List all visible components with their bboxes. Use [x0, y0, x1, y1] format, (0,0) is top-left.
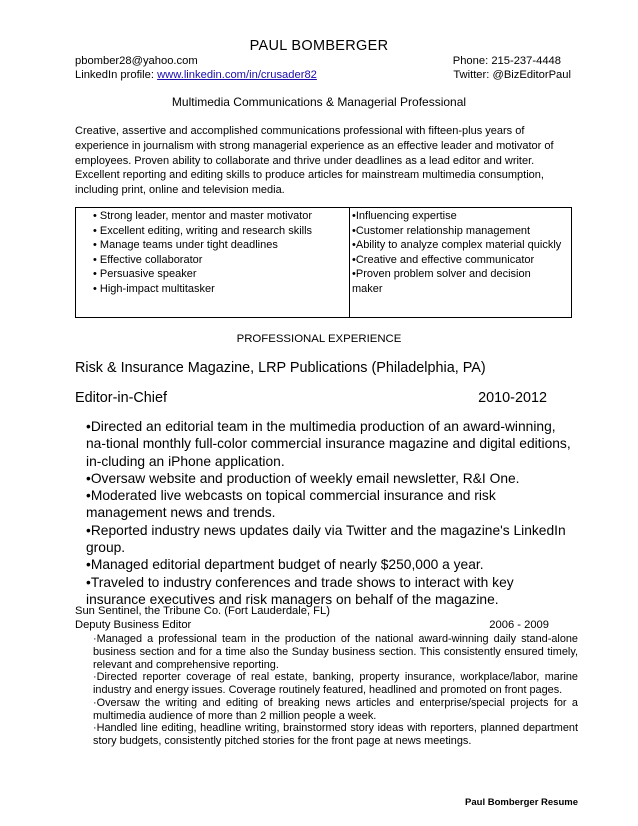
resume-name: PAUL BOMBERGER [249, 38, 389, 54]
phone: Phone: 215-237-4448 [452, 55, 561, 67]
skill-item: maker [352, 282, 383, 295]
skill-item: •Influencing expertise [352, 210, 457, 222]
linkedin-line [75, 69, 317, 81]
job1-company: Risk & Insurance Magazine, LRP Publications (Philadelphia, PA) [75, 360, 486, 376]
skill-item: •Creative and effective communicator [352, 253, 535, 266]
job2-bullet: ·Oversaw the writing and editing of breaking news articles and enterprise/special projects for a multimedia audience of more than 2 million people a week. [93, 696, 578, 722]
headline: Multimedia Communications & Managerial Professional [171, 95, 467, 109]
job1-bullet: •Traveled to industry conferences and trade shows to interact with key insurance executives and risk managers on behalf of the magazine. [86, 574, 514, 607]
linkedin-link[interactable]: www.linkedin.com/in/crusader82 [157, 69, 317, 81]
skill-item: • Effective collaborator [93, 253, 203, 266]
job1-bullet: •Directed an editorial team in the multimedia production of an award-winning, na-tional monthly full-color commercial insurance magazine and digital editions, in-cluding an iPhone application. [86, 419, 571, 469]
job1-bullets [86, 418, 576, 608]
job2-bullet: ·Managed a professional team in the production of the national award-winning daily stand-alone business section and for a time also the Sunday business section. This consistently ensured timely, relevant and comprehensive reporting. [93, 633, 578, 671]
job1-dates: 2010-2012 [478, 390, 547, 406]
job1-bullet: •Moderated live webcasts on topical commercial insurance and risk management news and trends. [86, 488, 496, 521]
job1-title: Editor-in-Chief [75, 390, 167, 406]
job1-bullet: •Oversaw website and production of weekly email newsletter, R&I One. [86, 470, 520, 486]
twitter: Twitter: @BizEditorPaul [453, 69, 571, 81]
skill-item: •Customer relationship management [352, 224, 531, 237]
skills-left-column [93, 209, 312, 297]
footer-label: Paul Bomberger Resume [465, 797, 578, 808]
job2-bullet: ·Handled line editing, headline writing, brainstormed story ideas with reporters, planned department story budgets, consistently pitched stories for the front page at news meetings. [93, 722, 578, 747]
job1-bullet: •Reported industry news updates daily via Twitter and the magazine's LinkedIn group. [86, 522, 566, 556]
job1-bullet: •Managed editorial department budget of nearly $250,000 a year. [86, 557, 484, 573]
job2-company: Sun Sentinel, the Tribune Co. (Fort Lauderdale, FL) [75, 605, 330, 617]
linkedin-label: LinkedIn profile: [75, 69, 158, 81]
section-title: PROFESSIONAL EXPERIENCE [236, 333, 402, 345]
skill-item: • Excellent editing, writing and research skills [93, 224, 313, 237]
skills-divider [349, 208, 350, 317]
job2-dates: 2006 - 2009 [489, 619, 549, 631]
job2-title: Deputy Business Editor [75, 619, 192, 631]
summary-paragraph: Creative, assertive and accomplished communications professional with fifteen-plus years of experience in journalism with strong managerial experience as an effective leader and motivator of employees. Proven ability to collaborate and thrive under deadlines as a lead editor and writer. Excellent reporting and editing skills to produce articles for mainstream multimedia consumption, including print, online and television media. [75, 125, 554, 197]
skills-table [75, 207, 572, 318]
skills-right-column [352, 209, 561, 297]
skill-item: •Ability to analyze complex material quickly [352, 239, 562, 252]
skill-item: • High-impact multitasker [93, 282, 215, 295]
skill-item: • Strong leader, mentor and master motivator [93, 210, 313, 222]
email: pbomber28@yahoo.com [75, 55, 198, 67]
skill-item: • Manage teams under tight deadlines [93, 239, 278, 252]
job2-bullet: ·Directed reporter coverage of real estate, banking, property insurance, workplace/labor, marine industry and energy issues. Coverage routinely featured, headlined and promoted on front pages. [93, 671, 578, 696]
job2-bullets [93, 633, 578, 748]
skill-item: •Proven problem solver and decision [352, 268, 531, 281]
skill-item: • Persuasive speaker [93, 268, 197, 281]
